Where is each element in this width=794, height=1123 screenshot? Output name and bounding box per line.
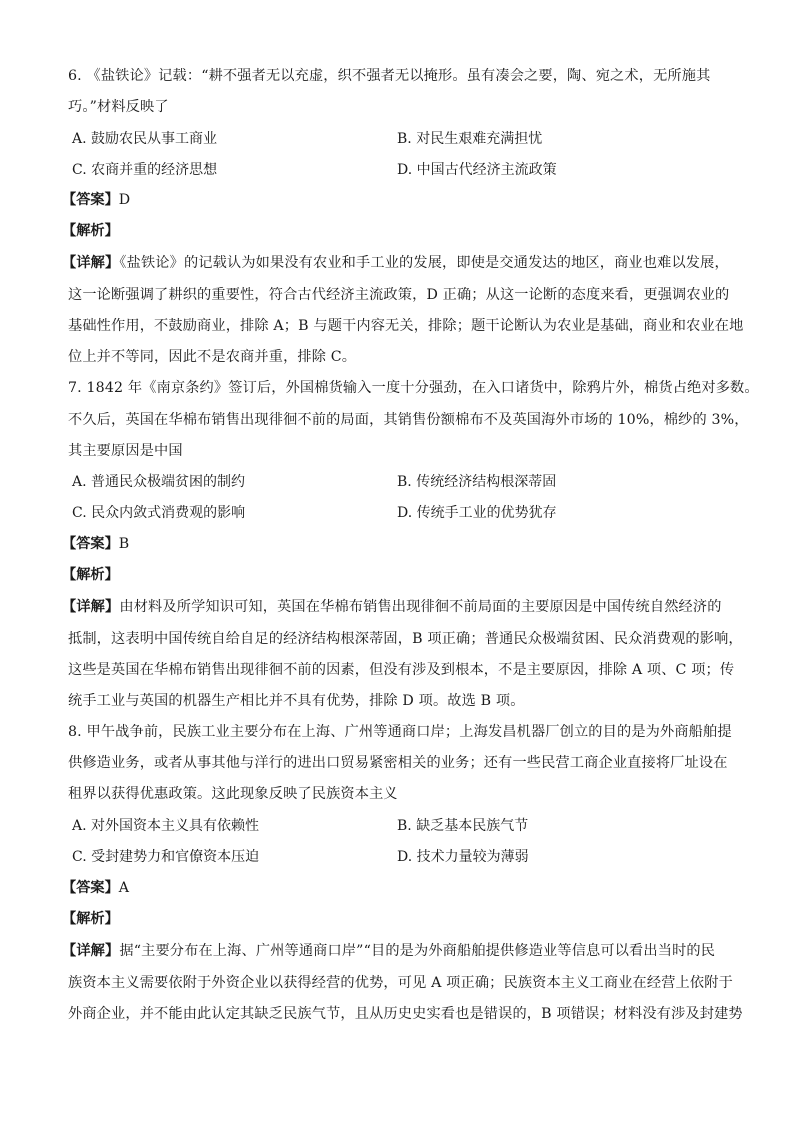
q8-option-c: C. 受封建势力和官僚资本压迫 [72,849,260,865]
q6-analysis-label: 解析 [76,223,105,239]
q8-option-d: D. 技术力量较为薄弱 [397,849,529,865]
q6-answer-value: D [118,192,131,208]
q7-answer-value: B [118,536,130,552]
q7-analysis-label: 解析 [76,567,105,583]
q7-detail-line-4: 统手工业与英国的机器生产相比并不具有优势，排除 D 项。故选 B 项。 [68,693,525,709]
q6-option-c: C. 农商并重的经济思想 [72,162,218,178]
q6-detail-line-2: 这一论断强调了耕织的重要性，符合古代经济主流政策，D 正确；从这一论断的态度来看，更强调农业的 [68,287,730,303]
q7-stem-line-3: 其主要原因是中国 [68,443,183,459]
q7-answer-label: 答案 [76,536,105,552]
q6-option-a: A. 鼓励农民从事工商业 [72,131,218,147]
q8-option-a: A. 对外国资本主义具有依赖性 [72,818,260,834]
q6-answer: 【答案】D [62,192,131,208]
q7-stem-line-1: 7. 1842 年《南京条约》签订后，外国棉货输入一度十分强劲，在入口诸货中，除鸦片外，棉货占绝对多数。 [68,380,759,396]
q6-analysis-heading: 【解析】 [62,223,119,239]
q6-detail-text-1: 《盐铁论》的记载认为如果没有农业和手工业的发展，即使是交通发达的地区，商业也难以发展， [119,255,729,271]
q7-detail-label: 详解 [76,599,106,615]
q6-answer-label: 答案 [76,192,105,208]
q6-detail-line-1: 【详解】《盐铁论》的记载认为如果没有农业和手工业的发展，即使是交通发达的地区，商业也难以发展， [62,255,729,271]
q7-answer: 【答案】B [62,536,130,552]
q7-option-c: C. 民众内敛式消费观的影响 [72,505,246,521]
q6-detail-line-3: 基础性作用，不鼓励商业，排除 A；B 与题干内容无关，排除；题干论断认为农业是基础，商业和农业在地 [68,318,744,334]
q8-detail-line-1: 【详解】据“主要分布在上海、广州等通商口岸”“目的是为外商船舶提供修造业等信息可以看出当时的民 [62,943,716,959]
q7-stem-line-2: 不久后，英国在华棉布销售出现徘徊不前的局面，其销售份额棉布不及英国海外市场的 10%，棉纱的 3%， [68,412,749,428]
q6-detail-line-4: 位上并不等同，因此不是农商并重，排除 C。 [68,349,357,365]
q7-analysis-heading: 【解析】 [62,567,119,583]
q8-analysis-label: 解析 [76,911,105,927]
q7-detail-line-1: 【详解】由材料及所学知识可知，英国在华棉布销售出现徘徊不前局面的主要原因是中国传统自然经济的 [62,599,722,615]
q8-detail-text-1: 据“主要分布在上海、广州等通商口岸”“目的是为外商船舶提供修造业等信息可以看出当时的民 [119,943,716,959]
q6-option-b: B. 对民生艰难充满担忧 [397,131,543,147]
q7-option-d: D. 传统手工业的优势犹存 [397,505,557,521]
q8-stem-line-2: 供修造业务，或者从事其他与洋行的进出口贸易紧密相关的业务；还有一些民营工商企业直接将厂址设在 [68,755,728,771]
q8-answer-value: A [118,880,130,896]
q6-option-d: D. 中国古代经济主流政策 [397,162,557,178]
q6-detail-label: 详解 [76,255,106,271]
q7-option-a: A. 普通民众极端贫困的制约 [72,474,246,490]
q7-option-b: B. 传统经济结构根深蒂固 [397,474,557,490]
q8-answer: 【答案】A [62,880,130,896]
q6-stem-line-2: 巧。”材料反映了 [68,99,169,115]
q7-detail-text-1: 由材料及所学知识可知，英国在华棉布销售出现徘徊不前局面的主要原因是中国传统自然经济的 [119,599,722,615]
q6-stem-line-1: 6. 《盐铁论》记载：“耕不强者无以充虚，织不强者无以掩形。虽有凑会之要，陶、宛之术，无所施其 [68,68,711,84]
q8-analysis-heading: 【解析】 [62,911,119,927]
q8-stem-line-1: 8. 甲午战争前，民族工业主要分布在上海、广州等通商口岸；上海发昌机器厂创立的目的是为外商船舶提 [68,724,732,740]
q7-detail-line-3: 这些是英国在华棉布销售出现徘徊不前的因素，但没有涉及到根本，不是主要原因，排除 A 项、C 项；传 [68,662,735,678]
q7-detail-line-2: 抵制，这表明中国传统自给自足的经济结构根深蒂固，B 项正确；普通民众极端贫困、民众消费观的影响， [68,631,743,647]
q8-option-b: B. 缺乏基本民族气节 [397,818,529,834]
q8-detail-line-2: 族资本主义需要依附于外资企业以获得经营的优势，可见 A 项正确；民族资本主义工商业在经营上依附于 [68,975,733,991]
q8-detail-line-3: 外商企业，并不能由此认定其缺乏民族气节，且从历史史实看也是错误的，B 项错误；材料没有涉及封建势 [68,1006,743,1022]
q8-stem-line-3: 租界以获得优惠政策。这此现象反映了民族资本主义 [68,786,398,802]
q8-answer-label: 答案 [76,880,105,896]
q8-detail-label: 详解 [76,943,106,959]
